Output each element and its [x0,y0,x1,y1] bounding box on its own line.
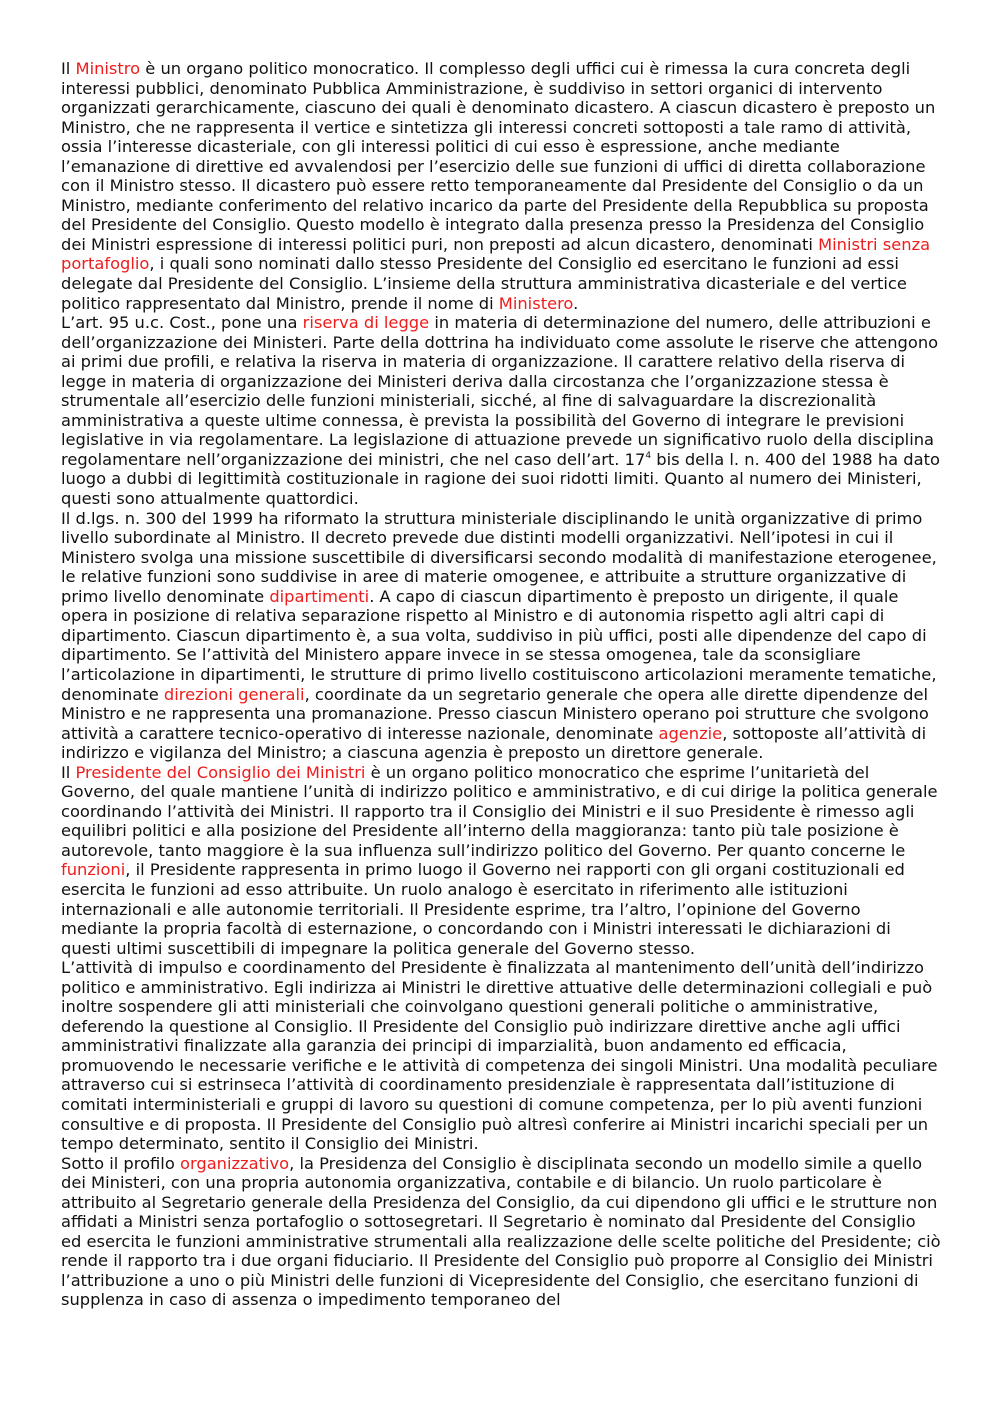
highlighted-term: Presidente del Consiglio dei Ministri [75,762,366,782]
highlighted-term: funzioni [61,860,126,880]
text-run: , il Presidente rappresenta in primo luogo il Governo nei rapporti con gli organi costituzionali ed esercita le funzioni ad esso attribuite. Un ruolo analogo è esercitato in riferimento alle istituzioni internazionali e alle autonomie territoriali. Il Presidente esprime, tra l’altro, l’opinione del Governo mediante la propria facoltà di esternazione, o concordando con i Ministri interessati le dichiarazioni di questi ultimi suscettibili di impegnare la politica generale del Governo stesso. [61,860,905,958]
text-run: , i quali sono nominati dallo stesso Presidente del Consiglio ed esercitano le funzioni ad essi delegate dal Presidente del Consiglio. L’insieme della struttura amministrativa dicasteriale e del vertice politico rappresentato dal Ministro, prende il nome di [61,254,907,313]
paragraph [61,59,941,313]
paragraph [61,509,941,763]
text-run: Il [61,762,76,782]
text-run: Il [61,59,76,78]
paragraph [61,1154,941,1310]
paragraph [61,763,941,958]
paragraph [61,958,941,1153]
text-run: è un organo politico monocratico che esprime l’unitarietà del Governo, del quale mantiene l’unità di indirizzo politico e amministrativo, e di cui dirige la politica generale coordinando l’attività dei Ministri. Il rapporto tra il Consiglio dei Ministri e il suo Presidente è rimesso agli equilibri politici e alla posizione del Presidente all’interno della maggioranza: tanto più tale posizione è autorevole, tanto maggiore è la sua influenza sull’indirizzo politico del Governo. Per quanto concerne le [61,762,938,860]
text-run: Il d.lgs. n. 300 del 1999 ha riformato la struttura ministeriale disciplinando le unità organizzative di primo livello subordinate al Ministro. Il decreto prevede due distinti modelli organizzativi. Nell’ipotesi in cui il Ministero svolga una missione suscettibile di diversificarsi secondo modalità di manifestazione eterogenee, le relative funzioni sono suddivise in aree di materie omogenee, e attribuite a strutture organizzative di primo livello denominate [61,508,937,606]
text-run: bis della l. n. 400 del 1988 ha dato luogo a dubbi di legittimità costituzionale in ragione dei suoi ridotti limiti. Quanto al numero dei Ministeri, questi sono attualmente quattordici. [61,449,940,509]
highlighted-term: Ministro [75,59,141,78]
text-run: , coordinate da un segretario generale che opera alle dirette dipendenze del Ministro e ne rappresenta una promanazione. Presso ciascun Ministero operano poi strutture che svolgono attività a carattere tecnico-operativo di interesse nazionale, denominate [61,684,929,743]
text-run: , sottoposte all’attività di indirizzo e vigilanza del Ministro; a ciascuna agenzia è preposto un direttore generale. [61,723,927,763]
text-run: L’attività di impulso e coordinamento del Presidente è finalizzata al mantenimento dell’unità dell’indirizzo politico e amministrativo. Egli indirizza ai Ministri le direttive attuative delle determinazioni collegiali e può inoltre sospendere gli atti ministeriali che coinvolgano questioni generali politiche o amministrative, deferendo la questione al Consiglio. Il Presidente del Consiglio può indirizzare direttive anche agli uffici amministrativi finalizzate alla garanzia dei principi di imparzialità, buon andamento ed efficacia, promuovendo le necessarie verifiche e le attività di competenza dei singoli Ministri. Una modalità peculiare attraverso cui si estrinseca l’attività di coordinamento presidenziale è rappresentata dall’istituzione di comitati interministeriali e gruppi di lavoro su questioni di comune competenza, per lo più aventi funzioni consultive e di proposta. Il Presidente del Consiglio può altresì conferire ai Ministri incarichi speciali per un tempo determinato, sentito il Consiglio dei Ministri. [61,958,938,1154]
text-run: . A capo di ciascun dipartimento è preposto un dirigente, il quale opera in posizione di relativa separazione rispetto al Ministro e di autonomia rispetto agli altri capi di dipartimento. Ciascun dipartimento è, a sua volta, suddiviso in più uffici, posti alle dipendenze del capo di dipartimento. Se l’attività del Ministero appare invece in se stessa omogenea, tale da sconsigliare l’articolazione in dipartimenti, le strutture di primo livello costituiscono articolazioni meramente tematiche, denominate [61,586,937,704]
footnote-marker: 4 [645,450,652,461]
text-run: L’art. 95 u.c. Cost., pone una [61,313,303,333]
text-run: in materia di determinazione del numero, delle attribuzioni e dell’organizzazione dei Ministeri. Parte della dottrina ha individuato come assolute le riserve che attengono ai primi due profili, e relativa la riserva in materia di organizzazione. Il carattere relativo della riserva di legge in materia di organizzazione dei Ministeri deriva dalla circostanza che l’organizzazione stessa è strumentale all’esercizio delle funzioni ministeriali, sicché, al fine di salvaguardare la discrezionalità amministrativa a queste ultime connessa, è prevista la possibilità del Governo di integrare le previsioni legislative in via regolamentare. La legislazione di attuazione prevede un significativo ruolo della disciplina regolamentare nell’organizzazione dei ministri, che nel caso dell’art. 17 [61,313,939,469]
highlighted-term: Ministero [498,293,574,313]
text-run: , la Presidenza del Consiglio è disciplinata secondo un modello simile a quello dei Ministeri, con una propria autonomia organizzativa, contabile e di bilancio. Un ruolo particolare è attribuito al Segretario generale della Presidenza del Consiglio, da cui dipendono gli uffici e le strutture non affidati a Ministri senza portafoglio o sottosegretari. Il Segretario è nominato dal Presidente del Consiglio ed esercita le funzioni amministrative strumentali alla realizzazione delle scelte politiche del Presidente; ciò rende il rapporto tra i due organi fiduciario. Il Presidente del Consiglio può proporre al Consiglio dei Ministri l’attribuzione a uno o più Ministri delle funzioni di Vicepresidente del Consiglio, che esercitano funzioni di supplenza in caso di assenza o impedimento temporaneo del [61,1153,941,1310]
paragraph [61,313,941,508]
document-body [61,59,941,1310]
text-run: Sotto il profilo [61,1153,180,1173]
highlighted-term: riserva di legge [302,313,430,333]
highlighted-term: dipartimenti [269,586,370,606]
text-run: . [573,293,579,313]
highlighted-term: agenzie [658,723,723,743]
text-run: è un organo politico monocratico. Il complesso degli uffici cui è rimessa la cura concreta degli interessi pubblici, denominato Pubblica Amministrazione, è suddiviso in settori organici di intervento organizzati gerarchicamente, ciascuno dei quali è denominato dicastero. A ciascun dicastero è preposto un Ministro, che ne rappresenta il vertice e sintetizza gli interessi concreti sottoposti a tale ramo di attività, ossia l’interesse dicasteriale, con gli interessi politici di cui esso è espressione, anche mediante l’emanazione di direttive ed avvalendosi per l’esercizio delle sue funzioni di uffici di diretta collaborazione con il Ministro stesso. Il dicastero può essere retto temporaneamente dal Presidente del Consiglio o da un Ministro, mediante conferimento del relativo incarico da parte del Presidente della Repubblica su proposta del Presidente del Consiglio. Questo modello è integrato dalla presenza presso la Presidenza del Consiglio dei Ministri espressione di interessi politici puri, non preposti ad alcun dicastero, denominati [61,59,936,254]
highlighted-term: organizzativo [179,1153,290,1173]
highlighted-term: direzioni generali [163,684,305,704]
highlighted-term: Ministri senza portafoglio [61,234,931,274]
